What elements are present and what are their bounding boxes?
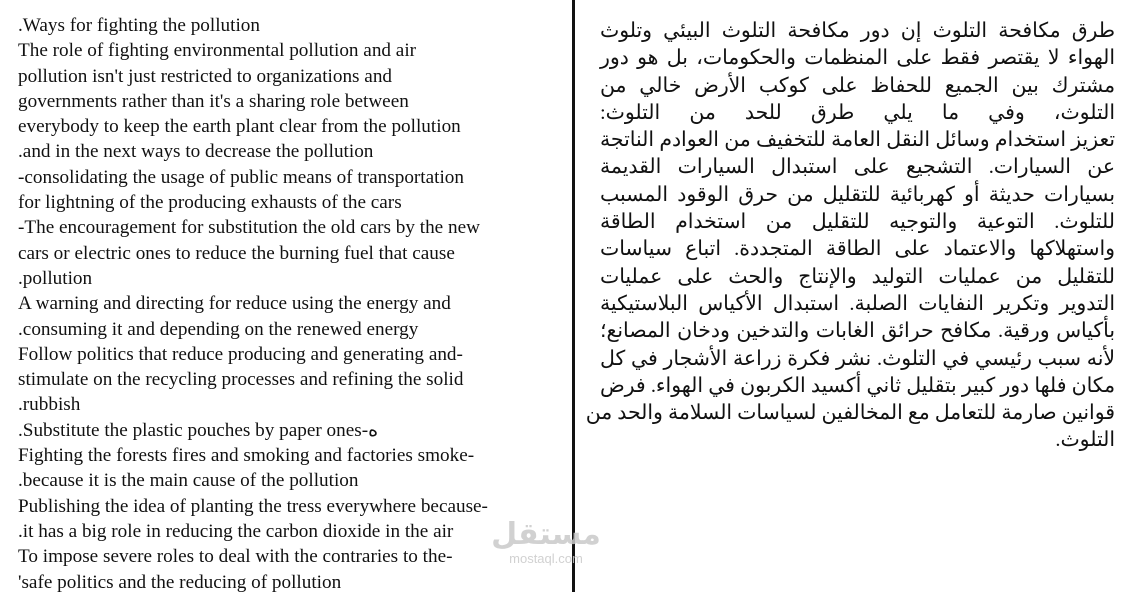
english-text-line: .rubbish: [18, 394, 81, 416]
arabic-text-line: التلوث.: [1055, 429, 1115, 452]
english-text-line: governments rather than it's a sharing role between: [18, 90, 409, 112]
arabic-text-line: قوانين صارمة للتعامل مع المخالفين لسياسات السلامة والحد من: [585, 402, 1115, 425]
arabic-text-line: طرق مكافحة التلوث إن دور مكافحة التلوث البيئي وتلوث: [600, 20, 1115, 42]
english-text-line: pollution isn't just restricted to organizations and: [18, 65, 393, 87]
english-text-line: stimulate on the recycling processes and refining the solid: [18, 369, 464, 391]
english-text-line: .and in the next ways to decrease the pollution: [18, 141, 374, 163]
arabic-text-line: للتلوث. التوعية والتوجيه للتقليل من استخدام الطاقة: [600, 211, 1115, 234]
english-text-column: [18, 13, 570, 595]
english-text-line: .pollution: [18, 267, 93, 289]
watermark-arabic-logo: مستقل: [491, 517, 601, 552]
english-text-line: 'safe politics and the reducing of pollution: [18, 571, 342, 593]
english-text-line: The role of fighting environmental pollution and air: [18, 40, 417, 62]
english-text-line: To impose severe roles to deal with the contraries to the-: [18, 546, 453, 568]
english-text-line: .Ways for fighting the pollution: [18, 15, 260, 36]
arabic-text-line: مكان فلها دور كبير بتقليل ثاني أكسيد الكربون في الهواء. فرض: [600, 374, 1115, 397]
english-text-line: cars or electric ones to reduce the burning fuel that cause: [18, 242, 455, 264]
english-text-line: -The encouragement for substitution the old cars by the new: [18, 217, 480, 239]
english-text-line: .it has a big role in reducing the carbon dioxide in the air: [18, 520, 454, 542]
arabic-text-line: واستهلاكها والاعتماد على الطاقة المتجددة. اتباع سياسات: [600, 238, 1115, 261]
arabic-text-line: عن السيارات. التشجيع على استبدال السيارات القديمة: [600, 156, 1115, 179]
arabic-text-line: التدوير وتكرير النفايات الصلبة. استبدال الأكياس البلاستيكية: [600, 292, 1115, 315]
english-text-line: Publishing the idea of planting the tress everywhere because-: [18, 495, 488, 517]
english-text-line: Follow politics that reduce producing and generating and-: [18, 343, 463, 365]
watermark-url: mostaql.com: [509, 551, 583, 566]
english-text-line: .consuming it and depending on the renewed energy: [18, 318, 419, 340]
column-divider: [572, 0, 575, 592]
arabic-text-line: بسيارات حديثة أو كهربائية للتقليل من حرق الوقود المسبب: [600, 183, 1115, 206]
arabic-text-line: لأنه سبب رئيسي في التلوث. نشر فكرة زراعة الأشجار في كل: [600, 347, 1115, 370]
english-text-line: Fighting the forests fires and smoking and factories smoke-: [18, 445, 475, 467]
english-text-line: A warning and directing for reduce using the energy and: [18, 293, 451, 315]
english-text-line: everybody to keep the earth plant clear from the pollution: [18, 116, 461, 138]
english-text-line: for lightning of the producing exhausts of the cars: [18, 192, 402, 214]
arabic-text-line: بأكياس ورقية. مكافح حرائق الغابات والتدخين ودخان المصانع؛: [600, 320, 1115, 343]
arabic-text-line: تعزيز استخدام وسائل النقل العامة للتخفيف من العوادم الناتجة: [600, 129, 1115, 152]
arabic-text-line: التلوث، وفي ما يلي طرق للحد من التلوث:: [600, 101, 1115, 124]
english-text-line: .Substitute the plastic pouches by paper ones-ه: [18, 419, 379, 441]
english-text-line: .because it is the main cause of the pollution: [18, 470, 359, 492]
arabic-text-line: للتقليل من عمليات التوليد والإنتاج والحث على عمليات: [600, 265, 1115, 288]
arabic-text-line: مشترك بين الجميع للحفاظ على كوكب الأرض خالي من: [600, 74, 1115, 97]
arabic-text-line: الهواء لا يقتصر فقط على المنظمات والحكومات، بل هو دور: [600, 47, 1115, 70]
arabic-text-column: [585, 18, 1115, 455]
english-text-line: -consolidating the usage of public means of transportation: [18, 166, 464, 188]
